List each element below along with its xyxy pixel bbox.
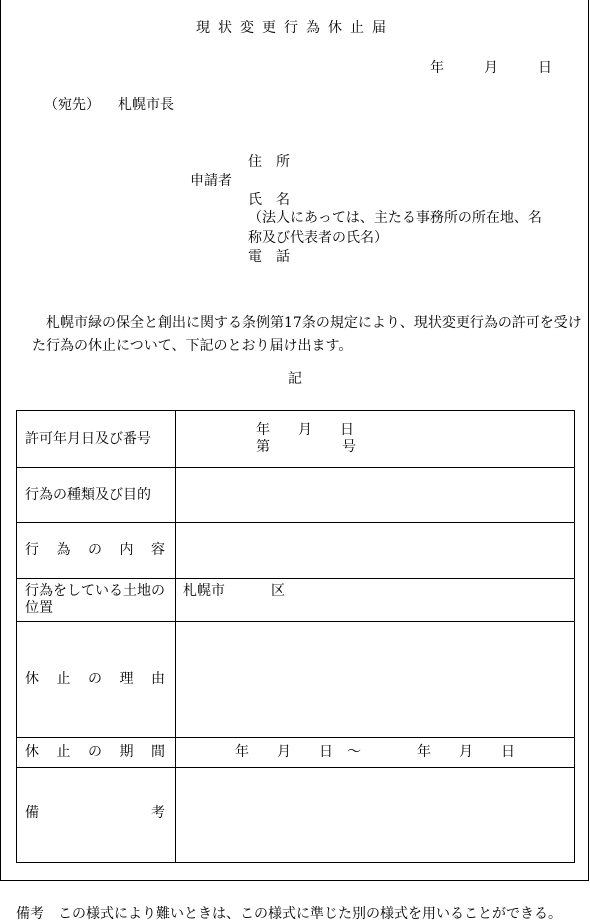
table-row (17, 523, 575, 579)
applicant-corp-note-cont: 称及び代表者の氏名） (248, 230, 388, 246)
location-label: 行為をしている土地の位置 (17, 579, 176, 622)
period-label: 休 止 の 期 間 (17, 738, 176, 768)
table-row (17, 768, 575, 863)
applicant-phone-label: 電 話 (248, 249, 290, 265)
applicant-address-label: 住 所 (248, 154, 290, 170)
reason-value (176, 622, 575, 738)
permit-cell (176, 411, 575, 468)
location-value (176, 579, 575, 622)
permit-no-go: 号 (342, 439, 356, 455)
table-row (17, 468, 575, 523)
permit-label: 許可年月日及び番号 (17, 411, 176, 468)
notice-table (16, 410, 575, 863)
table-row (17, 579, 575, 622)
date-year: 年 (430, 60, 444, 76)
permit-no-dai: 第 (256, 439, 270, 455)
location-city: 札幌市 (183, 583, 225, 599)
table-row (17, 411, 575, 468)
content-value (176, 523, 575, 579)
date-day: 日 (538, 60, 552, 76)
type-label: 行為の種類及び目的 (17, 468, 176, 523)
applicant-label: 申請者 (190, 173, 232, 189)
body-text: 札幌市緑の保全と創出に関する条例第17条の規定により、現状変更行為の許可を受けた行為の休止について、下記のとおり届け出ます。 (32, 315, 582, 354)
permit-date: 年 月 日 (256, 422, 354, 439)
reason-label: 休 止 の 理 由 (17, 622, 176, 738)
date-month: 月 (484, 60, 498, 76)
permit-number (176, 439, 356, 456)
form-title: 現状変更行為休止届 (196, 20, 394, 36)
content-label: 行 為 の 内 容 (17, 523, 176, 579)
remarks-label: 備 考 (17, 768, 176, 863)
addressee (44, 98, 174, 112)
submission-date (430, 61, 552, 75)
addressee-name: 札幌市長 (118, 97, 174, 113)
table-row (17, 738, 575, 768)
remarks-value (176, 768, 575, 863)
period-value: 年 月 日 ～ 年 月 日 (176, 738, 575, 768)
location-ward: 区 (271, 583, 285, 599)
footnote: 備考 この様式により難いときは、この様式に準じた別の様式を用いることができる。 (16, 906, 562, 922)
type-value (176, 468, 575, 523)
ki-heading: 記 (288, 371, 302, 387)
applicant-corp-note: （法人にあっては、主たる事務所の所在地、名 (248, 210, 542, 226)
table-row (17, 622, 575, 738)
applicant-name-label: 氏 名 (248, 192, 290, 208)
addressee-label: （宛先） (44, 97, 100, 113)
